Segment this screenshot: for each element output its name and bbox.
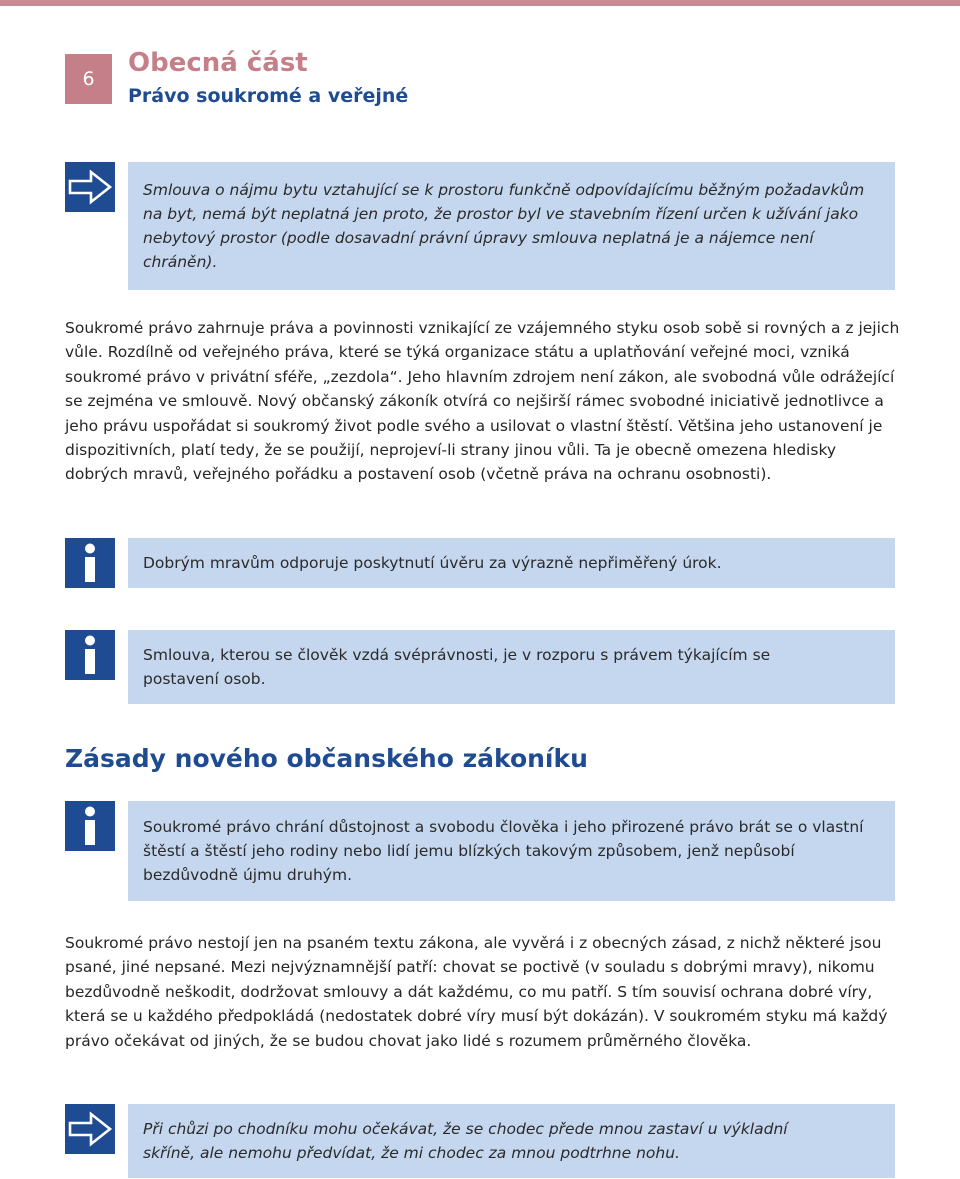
example-text: Smlouva o nájmu bytu vztahující se k prostoru funkčně odpovídajícímu běžným požadavkům na byt, nemá být neplatná jen proto, že prostor byl ve stavebním řízení určen k užívání jako nebytový prostor (podle dosavadní právní úpravy smlouva neplatná je a nájemce není chráněn). bbox=[143, 181, 865, 271]
page-title: Obecná část bbox=[128, 48, 308, 78]
info-text: Dobrým mravům odporuje poskytnutí úvěru za výrazně nepřiměřený úrok. bbox=[143, 554, 722, 572]
page-number: 6 bbox=[65, 54, 112, 104]
info-icon bbox=[65, 801, 115, 851]
example-box bbox=[128, 162, 895, 290]
example-text: Při chůzi po chodníku mohu očekávat, že se chodec přede mnou zastaví u výkladní skříně, ale nemohu předvídat, že mi chodec za mnou podtrhne nohu. bbox=[143, 1120, 788, 1162]
top-accent-bar bbox=[0, 0, 960, 6]
example-box bbox=[128, 1104, 895, 1178]
info-icon bbox=[65, 630, 115, 680]
arrow-right-icon bbox=[65, 162, 115, 212]
body-paragraph: Soukromé právo zahrnuje práva a povinnosti vznikající ze vzájemného styku osob sobě si rovných a z jejich vůle. Rozdílně od veřejného práva, které se týká organizace státu a uplatňování veřejné moci, vzniká soukromé právo v privátní sféře, „zezdola“. Jeho hlavním zdrojem není zákon, ale svobodná vůle odrážející se zejména ve smlouvě. Nový občanský zákoník otvírá co nejširší rámec svobodné iniciativě jednotlivce a jeho právu uspořádat si soukromý život podle svého a usilovat o vlastní štěstí. Většina jeho ustanovení je dispozitivních, platí tedy, že se použijí, neprojeví-li strany jinou vůli. Ta je obecně omezena hledisky dobrých mravů, veřejného pořádku a postavení osob (včetně práva na ochranu osobnosti). bbox=[65, 319, 900, 484]
info-icon bbox=[65, 538, 115, 588]
body-paragraph: Soukromé právo nestojí jen na psaném textu zákona, ale vyvěrá i z obecných zásad, z nichž některé jsou psané, jiné nepsané. Mezi nejvýznamnější patří: chovat se poctivě (v souladu s dobrými mravy), nikomu bezdůvodně neškodit, dodržovat smlouvy a dát každému, co mu patří. S tím souvisí ochrana dobré víry, která se u každého předpokládá (nedostatek dobré víry musí být dokázán). V soukromém styku má každý právo očekávat od jiných, že se budou chovat jako lidé s rozumem průměrného člověka. bbox=[65, 934, 888, 1050]
info-box bbox=[128, 630, 895, 704]
page-subtitle: Právo soukromé a veřejné bbox=[128, 85, 409, 107]
info-box bbox=[128, 538, 895, 588]
info-text: Soukromé právo chrání důstojnost a svobodu člověka i jeho přirozené právo brát se o vlastní štěstí a štěstí jeho rodiny nebo lidí jemu blízkých takovým způsobem, jenž nepůsobí bezdůvodně újmu druhým. bbox=[143, 818, 864, 884]
info-box bbox=[128, 801, 895, 901]
info-text: Smlouva, kterou se člověk vzdá svéprávnosti, je v rozporu s právem týkajícím se postavení osob. bbox=[143, 646, 771, 688]
section-heading: Zásady nového občanského zákoníku bbox=[65, 744, 588, 773]
arrow-right-icon bbox=[65, 1104, 115, 1154]
